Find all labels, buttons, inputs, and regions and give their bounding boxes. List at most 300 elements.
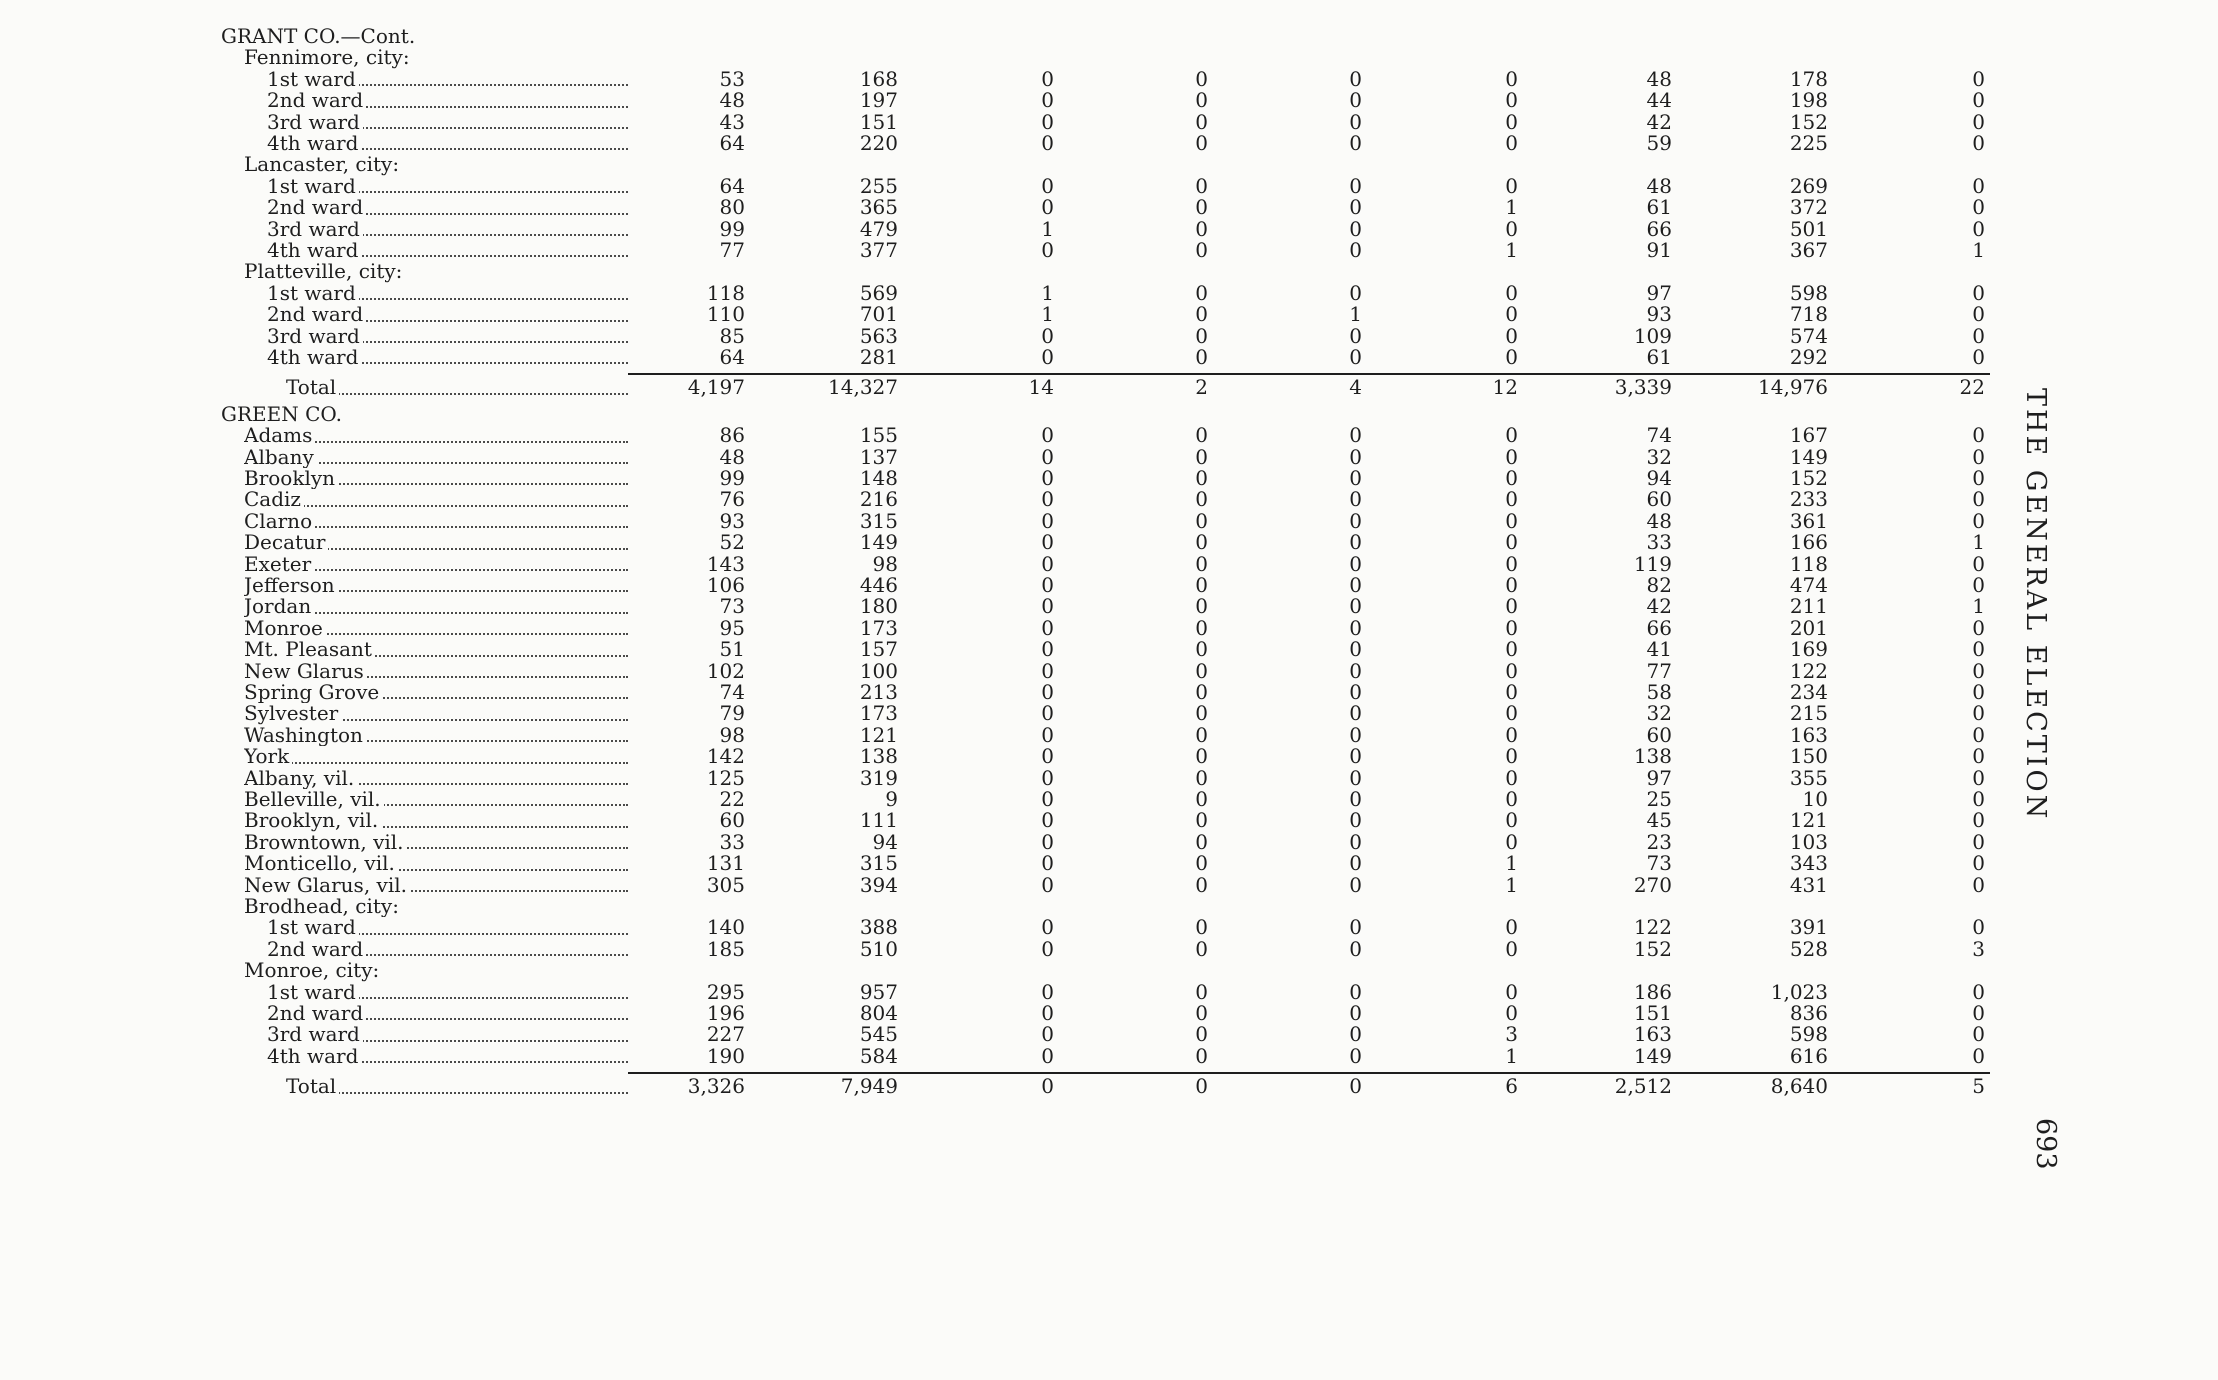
- vote-count-cell: 0: [1195, 66, 1208, 91]
- row-label-text: Monticello, vil.: [244, 853, 398, 874]
- vote-count-cell: 43: [719, 109, 745, 134]
- vote-count-cell: 66: [1646, 216, 1672, 241]
- vote-count-cell: 151: [1633, 1001, 1672, 1025]
- vote-count-cell: 138: [859, 744, 898, 769]
- vote-count-cell: 52: [719, 530, 745, 555]
- vote-count-cell: 0: [1041, 466, 1054, 490]
- vote-count-cell: 100: [859, 658, 898, 683]
- vote-count-cell: 0: [1041, 1074, 1054, 1099]
- vote-count-cell: 0: [1972, 444, 1985, 469]
- vote-count-cell: 0: [1505, 131, 1518, 155]
- vote-count-cell: 0: [1972, 680, 1985, 704]
- row-label-text: Brodhead, city:: [244, 896, 402, 917]
- vote-count-cell: 93: [1646, 302, 1672, 327]
- vote-count-cell: 0: [1349, 487, 1362, 512]
- vote-count-cell: 131: [706, 851, 745, 876]
- vote-count-cell: 0: [1972, 808, 1985, 833]
- row-label: [267, 219, 628, 240]
- vote-count-cell: 528: [1789, 936, 1828, 961]
- vote-count-cell: 3: [1505, 1022, 1518, 1047]
- vote-count-cell: 598: [1789, 1022, 1828, 1047]
- vote-count-cell: 0: [1195, 851, 1208, 876]
- vote-count-cell: 233: [1789, 487, 1828, 512]
- row-label: [244, 853, 628, 874]
- vote-count-cell: 0: [1349, 216, 1362, 241]
- vote-count-cell: 98: [872, 551, 898, 576]
- vote-count-cell: 0: [1195, 936, 1208, 961]
- row-label-text: 4th ward: [267, 1046, 361, 1067]
- row-label: [244, 789, 628, 810]
- vote-count-cell: 25: [1646, 787, 1672, 811]
- vote-count-cell: 102: [706, 658, 745, 683]
- vote-count-cell: 365: [859, 195, 898, 220]
- vote-count-cell: 510: [859, 936, 898, 961]
- vote-count-cell: 0: [1041, 787, 1054, 811]
- vote-count-cell: 0: [1349, 173, 1362, 198]
- section-heading-row: [0, 154, 2050, 175]
- vote-count-cell: 198: [1789, 88, 1828, 113]
- vote-count-cell: 32: [1646, 701, 1672, 726]
- vote-count-cell: 0: [1349, 637, 1362, 662]
- row-label: [244, 768, 628, 789]
- row-label-text: Albany: [244, 447, 317, 468]
- vote-count-cell: 0: [1349, 615, 1362, 640]
- row-label: [244, 682, 628, 703]
- row-label-text: 4th ward: [267, 133, 361, 154]
- vote-count-cell: 73: [719, 594, 745, 619]
- vote-count-cell: 103: [1789, 829, 1828, 854]
- vote-count-cell: 0: [1195, 1001, 1208, 1025]
- vote-count-cell: 225: [1789, 131, 1828, 155]
- vote-count-cell: 14: [1028, 375, 1054, 400]
- row-label: [267, 90, 628, 111]
- vote-count-cell: 77: [1646, 658, 1672, 683]
- row-label: [221, 26, 641, 47]
- vote-count-cell: 61: [1646, 195, 1672, 220]
- vote-count-cell: 0: [1505, 829, 1518, 854]
- row-label-text: 1st ward: [267, 176, 359, 197]
- vote-count-cell: 0: [1041, 423, 1054, 448]
- vote-count-cell: 0: [1195, 979, 1208, 1004]
- vote-count-cell: 0: [1505, 1001, 1518, 1025]
- vote-count-cell: 0: [1041, 444, 1054, 469]
- table-row: [0, 444, 2050, 469]
- vote-count-cell: 149: [1633, 1043, 1672, 1068]
- vote-count-cell: 211: [1789, 594, 1828, 619]
- vote-count-cell: 0: [1349, 530, 1362, 555]
- table-row: [0, 304, 2050, 325]
- vote-count-cell: 23: [1646, 829, 1672, 854]
- vote-count-cell: 0: [1349, 280, 1362, 305]
- vote-count-cell: 94: [872, 829, 898, 854]
- row-label: [244, 261, 664, 282]
- vote-count-cell: 213: [859, 680, 898, 704]
- row-label-text: Monroe, city:: [244, 960, 382, 981]
- row-label: [244, 532, 628, 553]
- vote-count-cell: 111: [859, 808, 898, 833]
- vote-count-cell: 74: [719, 680, 745, 704]
- vote-count-cell: 149: [1789, 444, 1828, 469]
- vote-count-cell: 0: [1195, 1043, 1208, 1068]
- vote-count-cell: 163: [1789, 722, 1828, 747]
- vote-count-cell: 48: [1646, 173, 1672, 198]
- vote-count-cell: 93: [719, 508, 745, 533]
- vote-count-cell: 73: [1646, 851, 1672, 876]
- vote-count-cell: 295: [706, 979, 745, 1004]
- vote-count-cell: 48: [1646, 508, 1672, 533]
- vote-count-cell: 152: [1633, 936, 1672, 961]
- vote-count-cell: 80: [719, 195, 745, 220]
- vote-count-cell: 0: [1041, 88, 1054, 113]
- row-label: [267, 939, 628, 960]
- vote-count-cell: 86: [719, 423, 745, 448]
- vote-count-cell: 269: [1789, 173, 1828, 198]
- vote-count-cell: 0: [1041, 573, 1054, 597]
- vote-count-cell: 0: [1041, 658, 1054, 683]
- vote-count-cell: 0: [1972, 744, 1985, 769]
- row-label-text: 2nd ward: [267, 1003, 366, 1024]
- table-row: [0, 853, 2050, 874]
- vote-count-cell: 0: [1041, 487, 1054, 512]
- vote-count-cell: 0: [1505, 808, 1518, 833]
- table-row: [0, 765, 2050, 790]
- table-row: [0, 508, 2050, 533]
- row-label-text: Cadiz: [244, 489, 304, 510]
- row-label-text: Albany, vil.: [244, 768, 357, 789]
- row-label-text: Jefferson: [244, 575, 338, 596]
- vote-count-cell: 64: [719, 131, 745, 155]
- vote-count-cell: 0: [1195, 744, 1208, 769]
- vote-count-cell: 0: [1349, 1043, 1362, 1068]
- vote-count-cell: 180: [859, 594, 898, 619]
- vote-count-cell: 122: [1633, 915, 1672, 940]
- vote-count-cell: 0: [1505, 637, 1518, 662]
- vote-count-cell: 0: [1505, 487, 1518, 512]
- vote-count-cell: 41: [1646, 637, 1672, 662]
- vote-count-cell: 173: [859, 701, 898, 726]
- vote-count-cell: 0: [1505, 216, 1518, 241]
- table-row: [0, 347, 2050, 368]
- vote-count-cell: 1: [1505, 238, 1518, 262]
- vote-count-cell: 66: [1646, 615, 1672, 640]
- vote-count-cell: 106: [706, 573, 745, 597]
- row-label-text: Browntown, vil.: [244, 832, 407, 853]
- vote-count-cell: 0: [1349, 680, 1362, 704]
- row-label: [244, 425, 628, 446]
- row-label: [244, 468, 628, 489]
- row-label: [244, 618, 628, 639]
- vote-count-cell: 0: [1349, 423, 1362, 448]
- row-label-text: 3rd ward: [267, 1024, 363, 1045]
- vote-count-cell: 118: [706, 280, 745, 305]
- table-row: [0, 722, 2050, 747]
- vote-count-cell: 1: [1041, 216, 1054, 241]
- vote-count-cell: 0: [1195, 829, 1208, 854]
- vote-count-cell: 0: [1041, 744, 1054, 769]
- row-label-text: Monroe: [244, 618, 326, 639]
- row-label-text: New Glarus: [244, 661, 367, 682]
- row-label-text: York: [244, 746, 292, 767]
- vote-count-cell: 0: [1195, 637, 1208, 662]
- vote-count-cell: 22: [719, 787, 745, 811]
- section-heading-row: [0, 26, 2050, 47]
- row-label: [244, 447, 628, 468]
- row-label-text: Adams: [244, 425, 315, 446]
- vote-count-cell: 0: [1972, 573, 1985, 597]
- vote-count-cell: 367: [1789, 238, 1828, 262]
- vote-count-cell: 0: [1195, 195, 1208, 220]
- vote-count-cell: 1,023: [1770, 979, 1828, 1004]
- table-row: [0, 66, 2050, 91]
- vote-count-cell: 0: [1041, 1022, 1054, 1047]
- vote-count-cell: 0: [1505, 323, 1518, 348]
- vote-count-cell: 1: [1505, 851, 1518, 876]
- vote-count-cell: 388: [859, 915, 898, 940]
- vote-count-cell: 167: [1789, 423, 1828, 448]
- vote-count-cell: 0: [1041, 1043, 1054, 1068]
- vote-count-cell: 0: [1195, 787, 1208, 811]
- vote-count-cell: 152: [1789, 466, 1828, 490]
- row-label-text: 3rd ward: [267, 326, 363, 347]
- vote-count-cell: 6: [1505, 1074, 1518, 1099]
- vote-count-cell: 0: [1041, 66, 1054, 91]
- row-label: [267, 347, 628, 368]
- vote-count-cell: 95: [719, 615, 745, 640]
- vote-count-cell: 701: [859, 302, 898, 327]
- row-label-text: Brooklyn: [244, 468, 338, 489]
- vote-count-cell: 0: [1041, 829, 1054, 854]
- vote-count-cell: 60: [719, 808, 745, 833]
- table-row: [0, 133, 2050, 154]
- vote-count-cell: 372: [1789, 195, 1828, 220]
- vote-count-cell: 0: [1349, 808, 1362, 833]
- vote-count-cell: 0: [1972, 88, 1985, 113]
- vote-count-cell: 185: [706, 936, 745, 961]
- vote-count-cell: 0: [1349, 722, 1362, 747]
- vote-count-cell: 98: [719, 722, 745, 747]
- table-row: [0, 639, 2050, 660]
- vote-count-cell: 121: [859, 722, 898, 747]
- vote-count-cell: 0: [1972, 658, 1985, 683]
- row-label: [244, 746, 628, 767]
- row-label: [244, 639, 628, 660]
- row-label-text: Decatur: [244, 532, 328, 553]
- vote-count-cell: 377: [859, 238, 898, 262]
- table-row: [0, 746, 2050, 767]
- vote-count-cell: 0: [1041, 1001, 1054, 1025]
- vote-count-cell: 58: [1646, 680, 1672, 704]
- vote-count-cell: 319: [859, 765, 898, 790]
- row-label: [267, 982, 628, 1003]
- vote-count-cell: 51: [719, 637, 745, 662]
- vote-count-cell: 0: [1505, 787, 1518, 811]
- vote-count-cell: 584: [859, 1043, 898, 1068]
- vote-count-cell: 137: [859, 444, 898, 469]
- vote-count-cell: 305: [706, 872, 745, 897]
- vote-count-cell: 804: [859, 1001, 898, 1025]
- vote-count-cell: 32: [1646, 444, 1672, 469]
- vote-count-cell: 0: [1505, 530, 1518, 555]
- vote-count-cell: 0: [1195, 573, 1208, 597]
- vote-count-cell: 0: [1972, 551, 1985, 576]
- vote-count-cell: 0: [1972, 109, 1985, 134]
- vote-count-cell: 9: [885, 787, 898, 811]
- vote-count-cell: 0: [1195, 551, 1208, 576]
- row-label: [244, 875, 628, 896]
- table-row: [0, 109, 2050, 134]
- vote-count-cell: 0: [1972, 302, 1985, 327]
- table-row: [0, 872, 2050, 897]
- section-heading-row: [0, 960, 2050, 981]
- vote-count-cell: 0: [1041, 808, 1054, 833]
- row-label: [267, 1024, 628, 1045]
- vote-count-cell: 1: [1505, 1043, 1518, 1068]
- row-label-text: Mt. Pleasant: [244, 639, 375, 660]
- vote-count-cell: 157: [859, 637, 898, 662]
- vote-count-cell: 0: [1195, 872, 1208, 897]
- section-heading-row: [0, 261, 2050, 282]
- vote-count-cell: 0: [1349, 658, 1362, 683]
- vote-count-cell: 14,976: [1758, 375, 1828, 400]
- vote-count-cell: 569: [859, 280, 898, 305]
- row-label-text: Brooklyn, vil.: [244, 810, 381, 831]
- row-label: [267, 917, 628, 938]
- vote-count-cell: 391: [1789, 915, 1828, 940]
- vote-count-cell: 0: [1349, 195, 1362, 220]
- vote-count-cell: 0: [1349, 1074, 1362, 1099]
- row-label: [267, 304, 628, 325]
- vote-count-cell: 168: [859, 66, 898, 91]
- vote-count-cell: 109: [1633, 323, 1672, 348]
- vote-count-cell: 1: [1505, 195, 1518, 220]
- vote-count-cell: 0: [1972, 216, 1985, 241]
- row-label-text: Exeter: [244, 554, 314, 575]
- vote-count-cell: 0: [1505, 302, 1518, 327]
- vote-count-cell: 0: [1349, 744, 1362, 769]
- vote-count-cell: 0: [1349, 131, 1362, 155]
- vote-count-cell: 0: [1195, 808, 1208, 833]
- row-label-text: Fennimore, city:: [244, 47, 413, 68]
- vote-count-cell: 0: [1972, 466, 1985, 490]
- vote-count-cell: 0: [1195, 280, 1208, 305]
- table-row: [0, 425, 2050, 446]
- row-label: [244, 661, 628, 682]
- vote-count-cell: 0: [1195, 765, 1208, 790]
- row-label-text: 4th ward: [267, 240, 361, 261]
- row-label-text: Sylvester: [244, 703, 341, 724]
- vote-count-cell: 0: [1195, 701, 1208, 726]
- row-label-text: 2nd ward: [267, 939, 366, 960]
- table-row: [0, 829, 2050, 854]
- table-row: [0, 197, 2050, 218]
- row-label-text: 3rd ward: [267, 112, 363, 133]
- row-label: [244, 596, 628, 617]
- row-label-text: 3rd ward: [267, 219, 363, 240]
- running-head: THE GENERAL ELECTION: [2020, 388, 2051, 822]
- row-label: [267, 1046, 628, 1067]
- vote-count-cell: 0: [1195, 302, 1208, 327]
- vote-count-cell: 446: [859, 573, 898, 597]
- vote-count-cell: 0: [1195, 423, 1208, 448]
- vote-count-cell: 0: [1195, 1074, 1208, 1099]
- vote-count-cell: 0: [1041, 323, 1054, 348]
- vote-count-cell: 0: [1972, 787, 1985, 811]
- table-row: [0, 936, 2050, 961]
- vote-count-cell: 197: [859, 88, 898, 113]
- vote-count-cell: 343: [1789, 851, 1828, 876]
- vote-count-cell: 0: [1195, 594, 1208, 619]
- vote-count-cell: 8,640: [1770, 1074, 1828, 1099]
- table-row: [0, 489, 2050, 510]
- vote-count-cell: 0: [1972, 195, 1985, 220]
- vote-count-cell: 85: [719, 323, 745, 348]
- vote-count-cell: 118: [1789, 551, 1828, 576]
- vote-count-cell: 0: [1505, 936, 1518, 961]
- table-row: [0, 1003, 2050, 1024]
- vote-count-cell: 33: [719, 829, 745, 854]
- vote-count-cell: 142: [706, 744, 745, 769]
- row-label: [244, 725, 628, 746]
- vote-count-cell: 190: [706, 1043, 745, 1068]
- vote-count-cell: 0: [1972, 1022, 1985, 1047]
- vote-count-cell: 7,949: [840, 1074, 898, 1099]
- vote-count-cell: 60: [1646, 487, 1672, 512]
- vote-count-cell: 0: [1195, 323, 1208, 348]
- vote-count-cell: 215: [1789, 701, 1828, 726]
- vote-count-cell: 74: [1646, 423, 1672, 448]
- section-heading-row: [0, 896, 2050, 917]
- vote-count-cell: 315: [859, 851, 898, 876]
- vote-count-cell: 0: [1972, 423, 1985, 448]
- vote-count-cell: 0: [1972, 829, 1985, 854]
- vote-count-cell: 501: [1789, 216, 1828, 241]
- vote-count-cell: 163: [1633, 1022, 1672, 1047]
- vote-count-cell: 220: [859, 131, 898, 155]
- vote-count-cell: 0: [1349, 345, 1362, 369]
- vote-count-cell: 0: [1041, 680, 1054, 704]
- vote-count-cell: 0: [1349, 323, 1362, 348]
- vote-count-cell: 4: [1349, 375, 1362, 400]
- table-row: [0, 789, 2050, 810]
- vote-count-cell: 0: [1349, 508, 1362, 533]
- vote-count-cell: 1: [1972, 238, 1985, 262]
- vote-count-cell: 12: [1492, 375, 1518, 400]
- vote-count-cell: 0: [1505, 88, 1518, 113]
- vote-count-cell: 0: [1195, 131, 1208, 155]
- row-label: [244, 575, 628, 596]
- table-row: [0, 615, 2050, 640]
- vote-count-cell: 22: [1959, 375, 1985, 400]
- row-label: [244, 489, 628, 510]
- vote-count-cell: 151: [859, 109, 898, 134]
- row-label: [267, 326, 628, 347]
- vote-count-cell: 48: [719, 88, 745, 113]
- vote-count-cell: 99: [719, 216, 745, 241]
- vote-count-cell: 119: [1633, 551, 1672, 576]
- vote-count-cell: 0: [1349, 829, 1362, 854]
- vote-count-cell: 0: [1349, 765, 1362, 790]
- vote-count-cell: 227: [706, 1022, 745, 1047]
- vote-count-cell: 1: [1972, 594, 1985, 619]
- row-label: [244, 832, 628, 853]
- vote-count-cell: 97: [1646, 765, 1672, 790]
- vote-count-cell: 138: [1633, 744, 1672, 769]
- vote-count-cell: 0: [1195, 680, 1208, 704]
- row-label-text: 1st ward: [267, 283, 359, 304]
- vote-count-cell: 0: [1195, 238, 1208, 262]
- row-label-text: Washington: [244, 725, 366, 746]
- vote-count-cell: 82: [1646, 573, 1672, 597]
